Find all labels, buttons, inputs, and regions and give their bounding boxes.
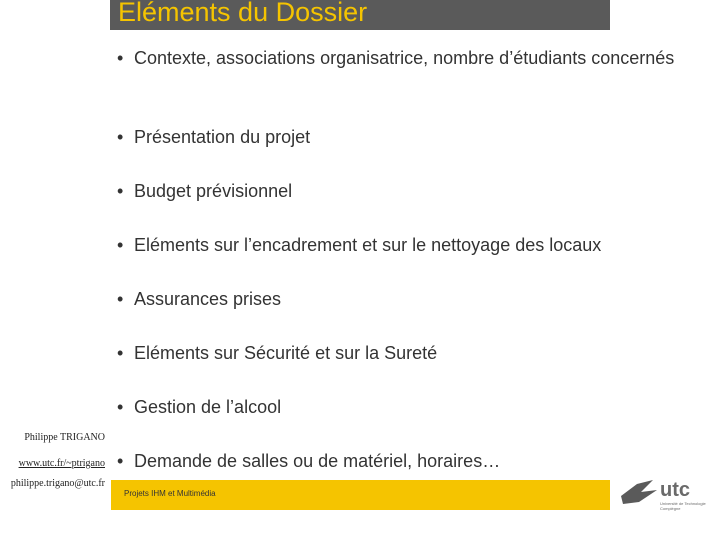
bullet-dot-icon: • bbox=[117, 48, 124, 68]
author-website-link[interactable]: www.utc.fr/~ptrigano bbox=[18, 458, 105, 469]
bullet-item bbox=[117, 288, 707, 311]
svg-text:Université de Technologie: Université de Technologie bbox=[660, 501, 706, 506]
bullet-item bbox=[117, 396, 707, 419]
bullet-dot-icon: • bbox=[117, 451, 124, 471]
bullet-item bbox=[117, 180, 707, 203]
bullet-dot-icon: • bbox=[117, 289, 124, 309]
bullet-text: Eléments sur l’encadrement et sur le nettoyage des locaux bbox=[134, 235, 602, 255]
bullet-text: Budget prévisionnel bbox=[134, 181, 293, 201]
bullet-dot-icon: • bbox=[117, 181, 124, 201]
bullet-item bbox=[117, 234, 707, 257]
bullet-item bbox=[117, 342, 707, 365]
bullet-text: Assurances prises bbox=[134, 289, 282, 309]
svg-text:Compiègne: Compiègne bbox=[660, 506, 681, 511]
bullet-text: Contexte, associations organisatrice, nombre d’étudiants concernés bbox=[134, 48, 675, 68]
svg-text:utc: utc bbox=[660, 479, 690, 501]
bullet-text: Demande de salles ou de matériel, horaires… bbox=[134, 451, 501, 471]
bullet-item bbox=[117, 450, 707, 473]
bullet-dot-icon: • bbox=[117, 397, 124, 417]
bullet-item bbox=[117, 47, 707, 70]
author-name: Philippe TRIGANO bbox=[24, 432, 105, 443]
utc-logo bbox=[617, 474, 712, 514]
bullet-text: Eléments sur Sécurité et sur la Sureté bbox=[134, 343, 438, 363]
footer-bar bbox=[111, 480, 610, 510]
footer-label: Projets IHM et Multimédia bbox=[124, 489, 216, 498]
bullet-text: Gestion de l’alcool bbox=[134, 397, 282, 417]
bullet-dot-icon: • bbox=[117, 127, 124, 147]
utc-logo-icon bbox=[617, 474, 712, 514]
title-bar bbox=[110, 0, 610, 30]
bullet-text: Présentation du projet bbox=[134, 127, 311, 147]
bullet-item bbox=[117, 126, 707, 149]
bullet-dot-icon: • bbox=[117, 235, 124, 255]
author-email: philippe.trigano@utc.fr bbox=[10, 478, 105, 489]
bullet-dot-icon: • bbox=[117, 343, 124, 363]
page-title: Eléments du Dossier bbox=[118, 0, 368, 27]
